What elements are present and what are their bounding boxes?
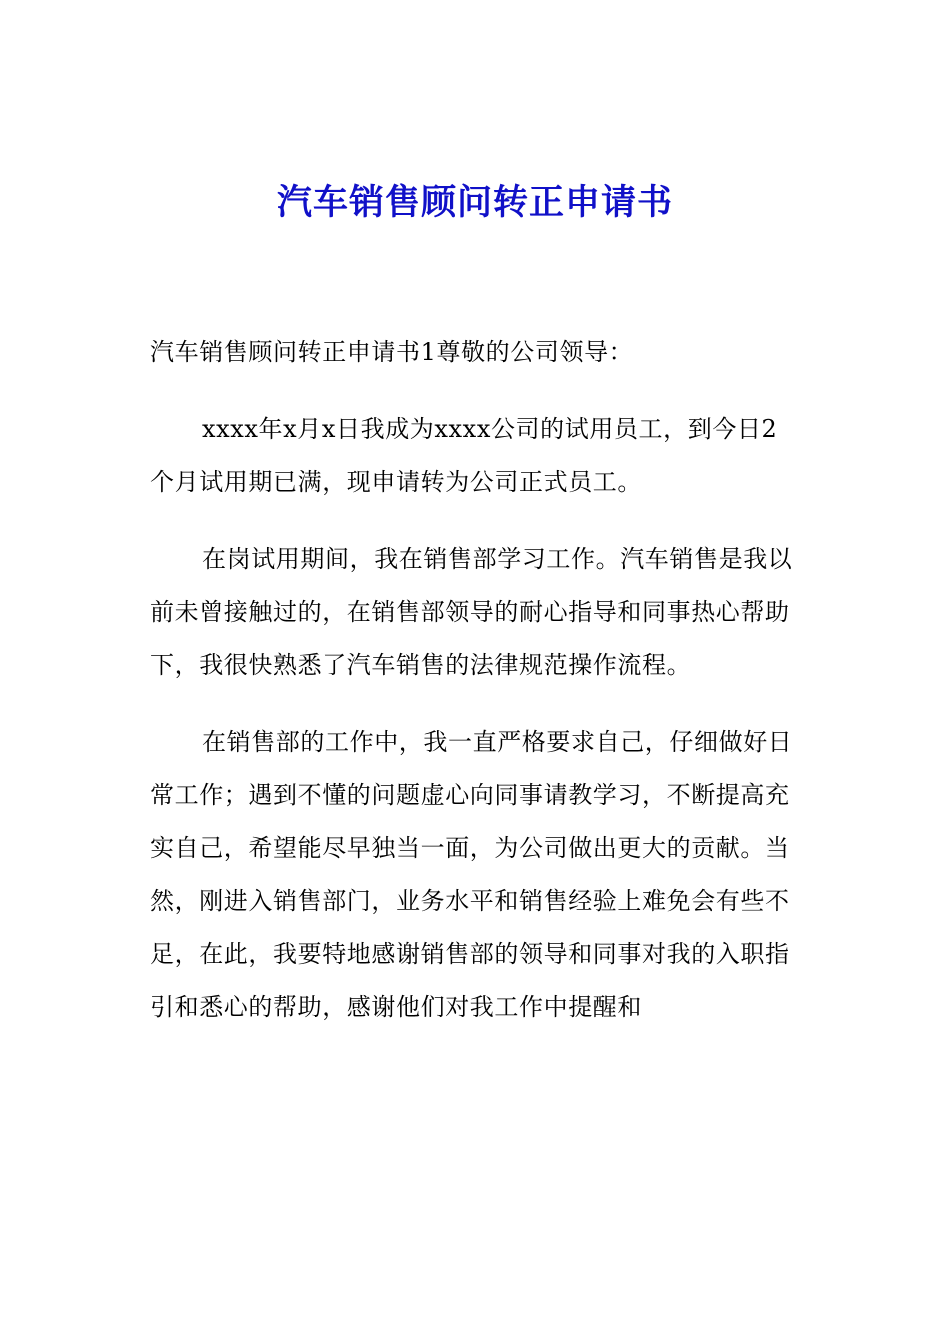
document-title: 汽车销售顾问转正申请书 [276, 183, 673, 223]
body-paragraph-3: 在销售部的工作中，我一直严格要求自己，仔细做好日常工作；遇到不懂的问题虚心向同事请教学习，不断提高充实自己，希望能尽早独当一面，为公司做出更大的贡献。当然，刚进入销售部门，业务水平和销售经验上难免会有些不足，在此，我要特地感谢销售部的领导和同事对我的入职指引和悉心的帮助，感谢他们对我工作中提醒和 [150, 728, 793, 1021]
document-body [150, 326, 795, 1058]
body-paragraph-2: 在岗试用期间，我在销售部学习工作。汽车销售是我以前未曾接触过的，在销售部领导的耐心指导和同事热心帮助下，我很快熟悉了汽车销售的法律规范操作流程。 [150, 545, 793, 679]
body-paragraph-1: xxxx年x月x日我成为xxxx公司的试用员工，到今日2个月试用期已满，现申请转为公司正式员工。 [150, 415, 778, 496]
salutation-paragraph: 汽车销售顾问转正申请书1尊敬的公司领导： [150, 338, 634, 366]
